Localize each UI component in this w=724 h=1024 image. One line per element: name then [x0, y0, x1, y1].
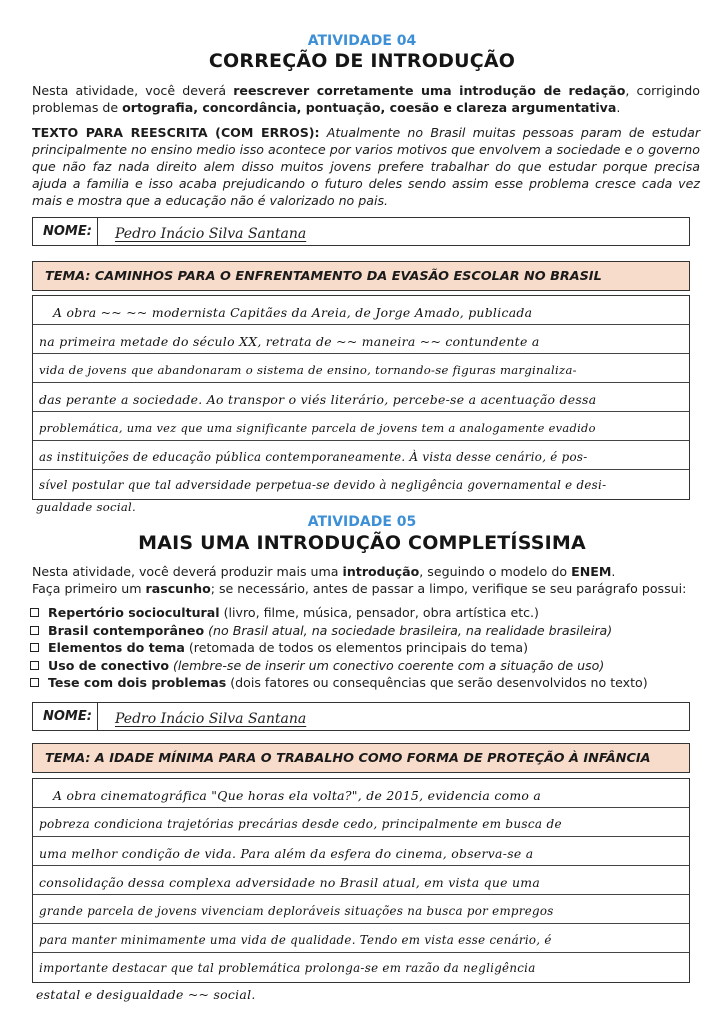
activity-04-title: CORREÇÃO DE INTRODUÇÃO [208, 50, 516, 72]
theme-text: TEMA: CAMINHOS PARA O ENFRENTAMENTO DA EVASÃO ESCOLAR NO BRASIL [45, 269, 602, 284]
writing-line [33, 412, 689, 441]
instr-bold: rascunho [145, 581, 211, 596]
name-label: NOME: [33, 218, 98, 245]
instr-text: problemas de [32, 100, 123, 115]
theme-text: TEMA: A IDADE MÍNIMA PARA O TRABALHO COMO FORMA DE PROTEÇÃO À INFÂNCIA [45, 751, 651, 766]
handwritten-text: A obra cinematográfica "Que horas ela volta?", de 2015, evidencia como a [53, 788, 542, 803]
checklist-item-title: Uso de conectivo [48, 657, 169, 673]
instr-text: , corrigindo [625, 83, 700, 98]
activity-05-instructions [32, 563, 700, 597]
writing-line [33, 470, 689, 499]
checklist-item[interactable] [30, 622, 700, 640]
handwritten-text: das perante a sociedade. Ao transpor o viés literário, percebe-se a acentuação dessa [39, 392, 597, 407]
checklist-item[interactable] [30, 674, 700, 692]
instr-text: ; se necessário, antes de passar a limpo, verifique se seu parágrafo possui: [210, 581, 687, 596]
checklist-item-desc: (lembre-se de inserir um conectivo coerente com a situação de uso) [169, 657, 605, 673]
handwritten-text: as instituições de educação pública contemporaneamente. À vista desse cenário, é pos- [39, 450, 588, 464]
name-value: Pedro Inácio Silva Santana [115, 711, 307, 727]
writing-line [33, 866, 689, 895]
handwritten-text: vida de jovens que abandonaram o sistema de ensino, tornando-se figuras marginaliza- [39, 363, 577, 377]
checklist-item-title: Elementos do tema [48, 640, 185, 655]
error-text-block [32, 124, 700, 209]
checklist-item[interactable] [30, 604, 700, 622]
checklist-item[interactable] [30, 657, 700, 675]
instr-text: . [616, 100, 621, 115]
handwritten-text: pobreza condiciona trajetórias precárias desde cedo, principalmente em busca de [39, 817, 562, 831]
handwritten-text: estatal e desigualdade ~~ social. [36, 987, 256, 1002]
name-label: NOME: [33, 703, 98, 730]
error-text-line: que não faz nada direito alem disso muitos jovens prefere trabalhar do que estudar porque precisa [32, 159, 700, 174]
activity-04-instructions [32, 82, 700, 116]
activity-05-label: ATIVIDADE 05 [307, 514, 417, 530]
handwritten-text: problemática, uma vez que uma significante parcela de jovens tem a analogamente evadido [39, 421, 596, 435]
writing-line [33, 924, 689, 953]
instr-text: Nesta atividade, você deverá [32, 83, 234, 98]
checkbox-icon[interactable] [30, 643, 39, 652]
handwritten-text: sível postular que tal adversidade perpetua-se devido à negligência governamental e desi- [39, 478, 607, 492]
checklist-item-desc: (no Brasil atual, na sociedade brasileira, na realidade brasileira) [204, 622, 613, 638]
writing-line [33, 779, 689, 808]
error-text-line: Atualmente no Brasil muitas pessoas param de estudar [319, 125, 700, 140]
handwritten-text: A obra ~~ ~~ modernista Capitães da Areia, de Jorge Amado, publicada [53, 305, 533, 320]
writing-line [33, 441, 689, 470]
checkbox-icon[interactable] [30, 661, 39, 670]
handwritten-text: gualdade social. [36, 500, 137, 514]
writing-line [33, 953, 689, 982]
writing-line [33, 296, 689, 325]
error-text-line: ajuda a familia e isso acaba prejudicando o futuro deles sendo assim esse problema cresce cada vez [32, 176, 700, 191]
handwriting-area-05[interactable] [32, 778, 690, 983]
handwritten-text: importante destacar que tal problemática prolonga-se em razão da negligência [39, 961, 536, 975]
checkbox-icon[interactable] [30, 626, 39, 635]
handwritten-text: uma melhor condição de vida. Para além da esfera do cinema, observa-se a [39, 846, 534, 861]
handwritten-text: grande parcela de jovens vivenciam deploráveis situações na busca por empregos [39, 904, 554, 918]
instr-text: . [611, 564, 616, 579]
checklist-item-title: Brasil contemporâneo [48, 622, 205, 638]
checklist-item-title: Tese com dois problemas [48, 675, 227, 690]
instr-bold: reescrever corretamente uma introdução de redação [233, 83, 626, 98]
writing-line [33, 383, 689, 412]
name-field-05[interactable] [32, 702, 690, 731]
checklist [30, 604, 700, 692]
checklist-item-desc: (retomada de todos os elementos principais do tema) [184, 640, 529, 655]
checklist-item-desc: (livro, filme, música, pensador, obra artística etc.) [219, 605, 539, 620]
writing-line [33, 808, 689, 837]
checklist-item[interactable] [30, 639, 700, 657]
instr-text: Faça primeiro um [32, 581, 146, 596]
checkbox-icon[interactable] [30, 678, 39, 687]
writing-line [33, 837, 689, 866]
instr-text: , seguindo o modelo do [419, 564, 572, 579]
error-text-line: principalmente no ensino medio isso acontece por varios motivos que envolvem a sociedade e o governo [32, 142, 700, 157]
instr-bold: ortografia, concordância, pontuação, coesão e clareza argumentativa [122, 100, 617, 115]
writing-line [33, 895, 689, 924]
theme-box-04 [32, 261, 690, 291]
handwritten-text: para manter minimamente uma vida de qualidade. Tendo em vista esse cenário, é [39, 933, 552, 947]
handwritten-text: na primeira metade do século XX, retrata de ~~ maneira ~~ contundente a [39, 334, 540, 349]
instr-bold: ENEM [571, 564, 612, 579]
name-field-04[interactable] [32, 217, 690, 246]
writing-line [33, 325, 689, 354]
instr-bold: introdução [342, 564, 420, 579]
instr-text: Nesta atividade, você deverá produzir mais uma [32, 564, 343, 579]
error-text-label: TEXTO PARA REESCRITA (COM ERROS): [32, 125, 320, 140]
handwritten-text: consolidação dessa complexa adversidade no Brasil atual, em vista que uma [39, 875, 541, 890]
activity-05-title: MAIS UMA INTRODUÇÃO COMPLETÍSSIMA [138, 532, 586, 554]
error-text-line: mais e mostra que a educação não é valorizado no pais. [32, 193, 389, 208]
writing-line [33, 354, 689, 383]
handwriting-area-04[interactable] [32, 295, 690, 500]
checklist-item-title: Repertório sociocultural [48, 605, 220, 620]
activity-04-label: ATIVIDADE 04 [307, 33, 417, 49]
checkbox-icon[interactable] [30, 608, 39, 617]
name-value: Pedro Inácio Silva Santana [115, 226, 307, 242]
theme-box-05 [32, 743, 690, 773]
checklist-item-desc: (dois fatores ou consequências que serão desenvolvidos no texto) [226, 675, 648, 690]
